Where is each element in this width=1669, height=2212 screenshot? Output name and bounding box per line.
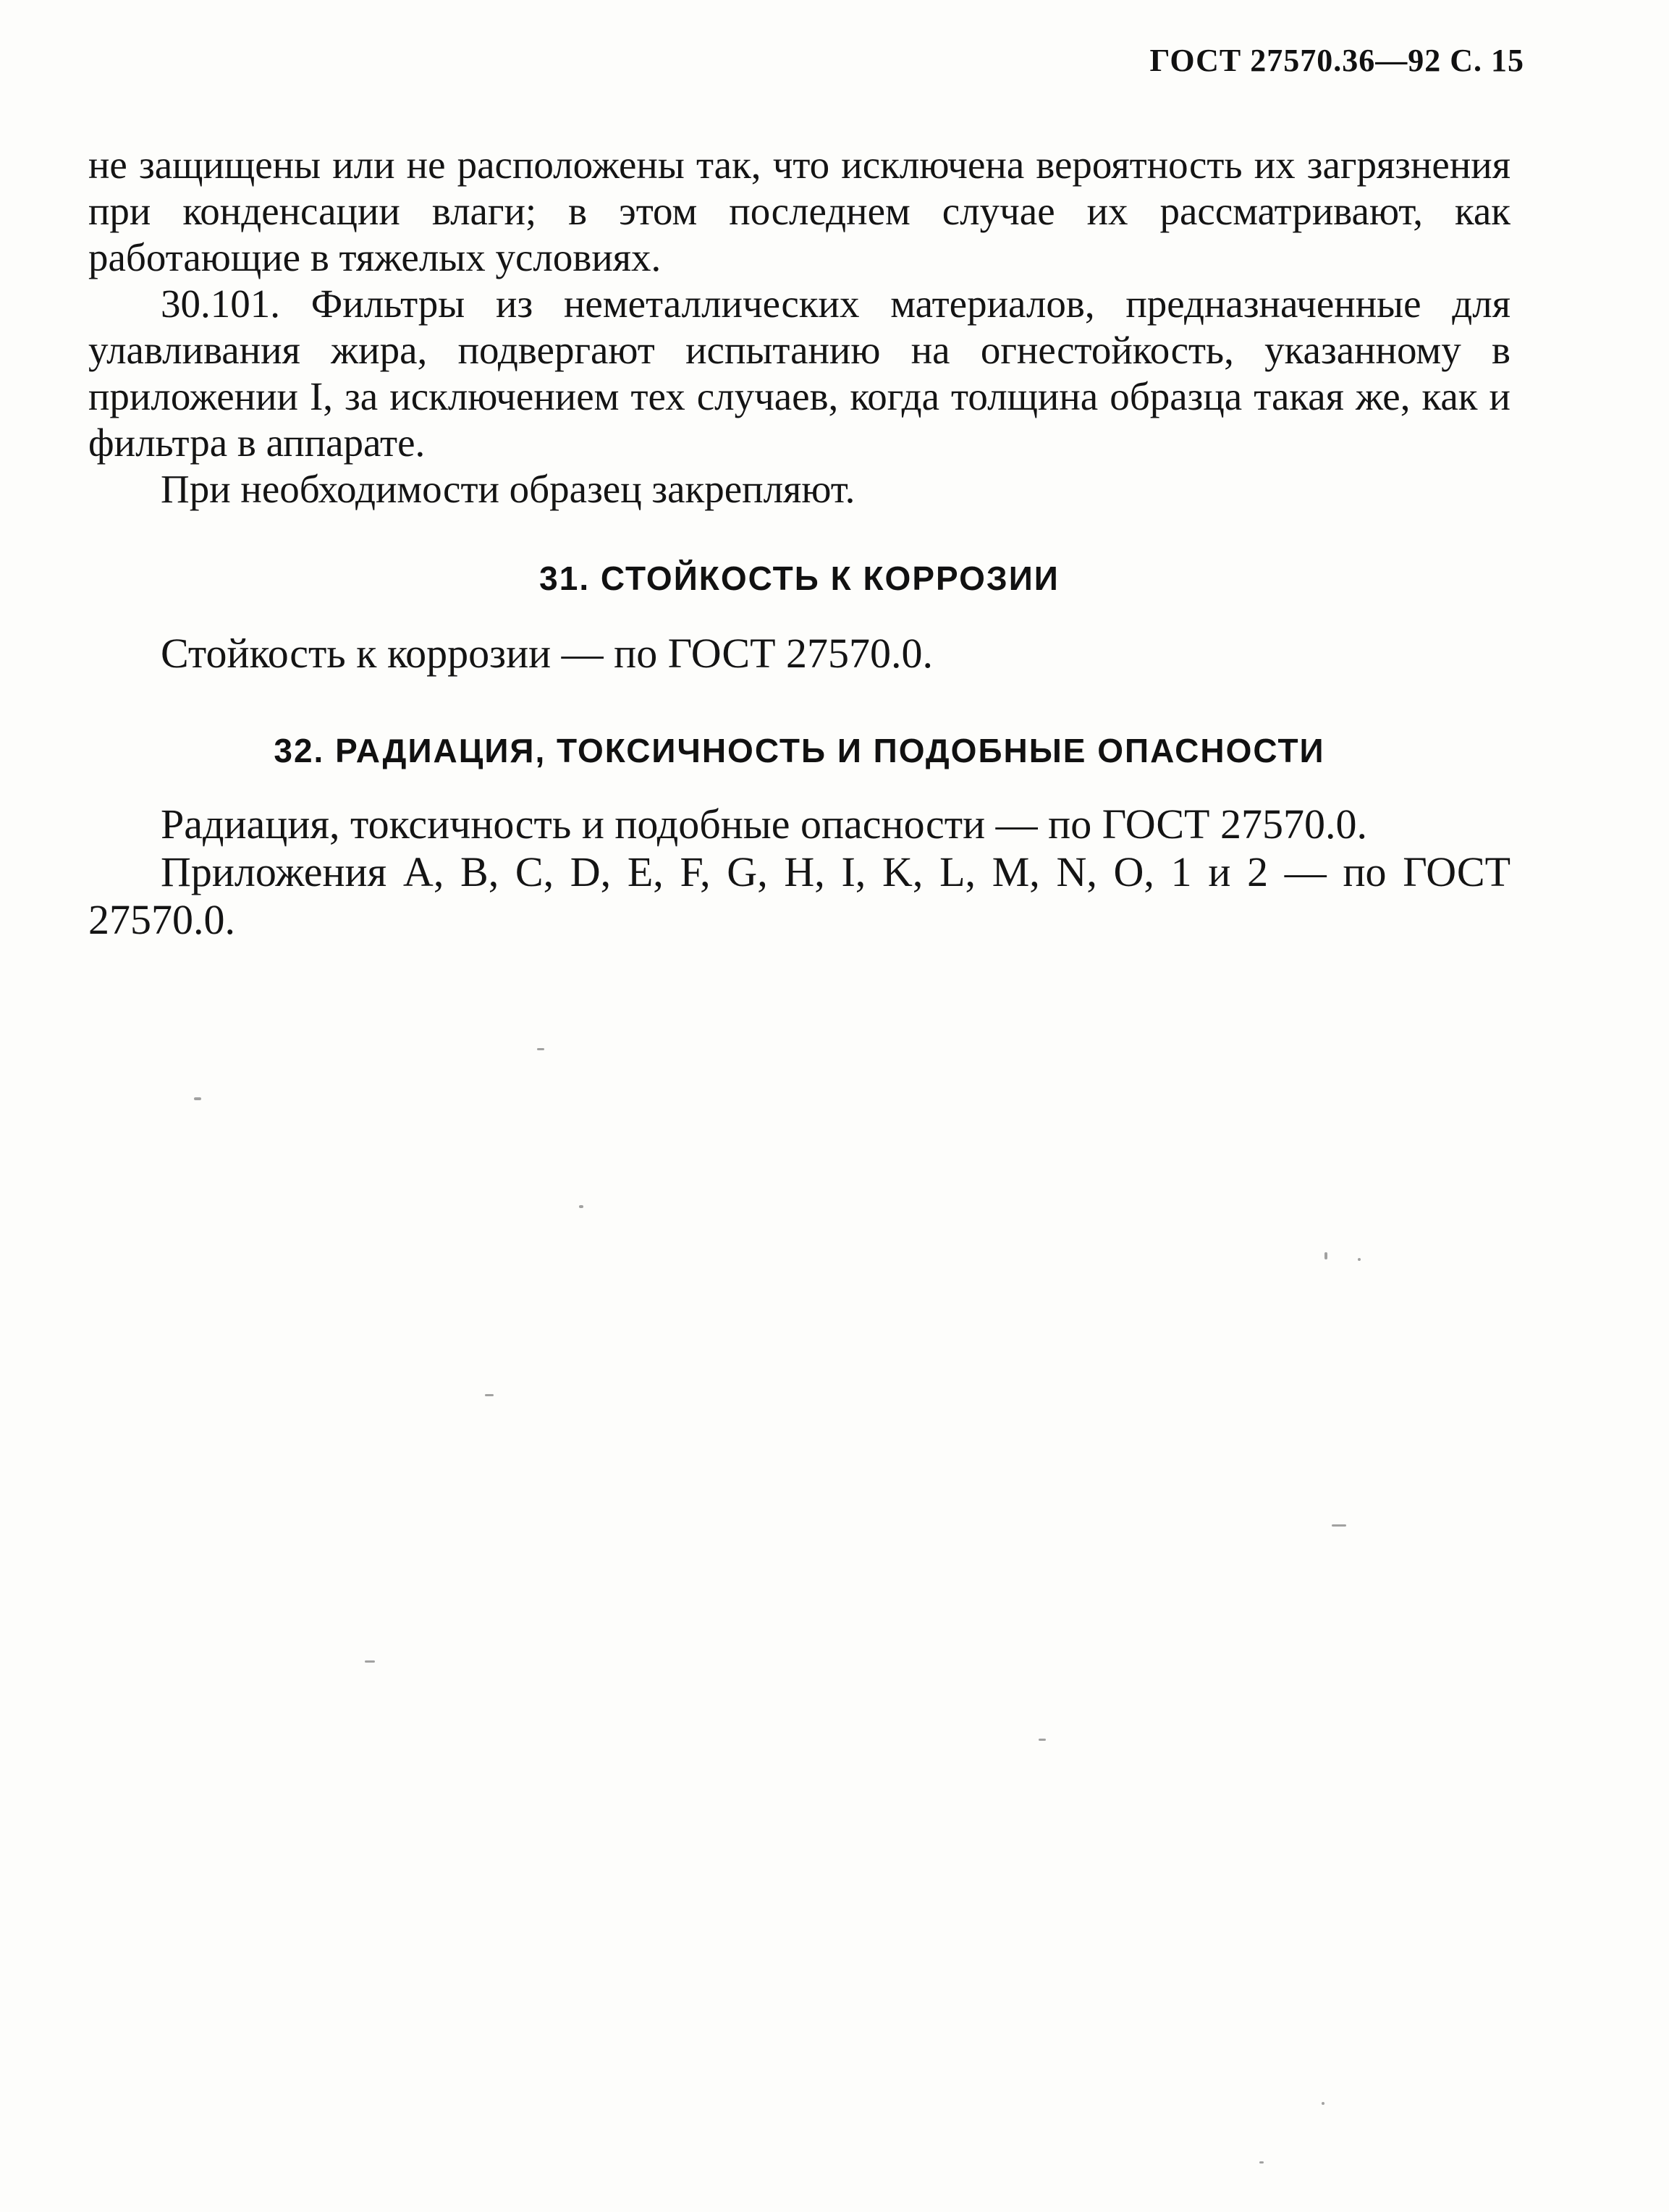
scan-speck (194, 1097, 201, 1100)
scan-speck (1358, 1258, 1361, 1261)
running-header: ГОСТ 27570.36—92 С. 15 (1149, 43, 1524, 78)
section-heading-32: 32. РАДИАЦИЯ, ТОКСИЧНОСТЬ И ПОДОБНЫЕ ОПАСНОСТИ (274, 732, 1325, 769)
paragraph-30-101: 30.101. Фильтры из неметаллических материалов, предназначенные для улавливания жира, подвергают испытанию на огнестойкость, указанному в приложении I, за исключением тех случаев, когда толщина образца такая же, как и фильтра в аппарате. (88, 282, 1510, 465)
paragraph-appendices: Приложения A, B, C, D, E, F, G, H, I, K, L, M, N, O, 1 и 2 — по ГОСТ 27570.0. (88, 848, 1510, 943)
section-31-body (88, 630, 1510, 677)
section-heading-31: 31. СТОЙКОСТЬ К КОРРОЗИИ (539, 560, 1060, 597)
intro-text-block (88, 142, 1510, 512)
scan-speck (1332, 1524, 1346, 1527)
paragraph-fixing-note: При необходимости образец закрепляют. (161, 467, 855, 511)
scan-speck (1324, 1252, 1327, 1259)
paragraph-radiation: Радиация, токсичность и подобные опасности — по ГОСТ 27570.0. (161, 801, 1367, 848)
scan-speck (365, 1660, 375, 1663)
section-32-body (88, 801, 1510, 944)
scan-speck (1322, 2102, 1324, 2105)
scan-speck (537, 1048, 544, 1050)
scan-speck (1259, 2161, 1264, 2164)
scan-speck (579, 1205, 583, 1208)
scan-speck (1039, 1739, 1046, 1741)
paragraph-continuation: не защищены или не расположены так, что исключена вероятность их загрязнения при конденсации влаги; в этом последнем случае их рассматривают, как работающие в тяжелых условиях. (88, 143, 1510, 279)
paragraph-corrosion: Стойкость к коррозии — по ГОСТ 27570.0. (161, 630, 933, 677)
scan-speck (485, 1394, 494, 1396)
